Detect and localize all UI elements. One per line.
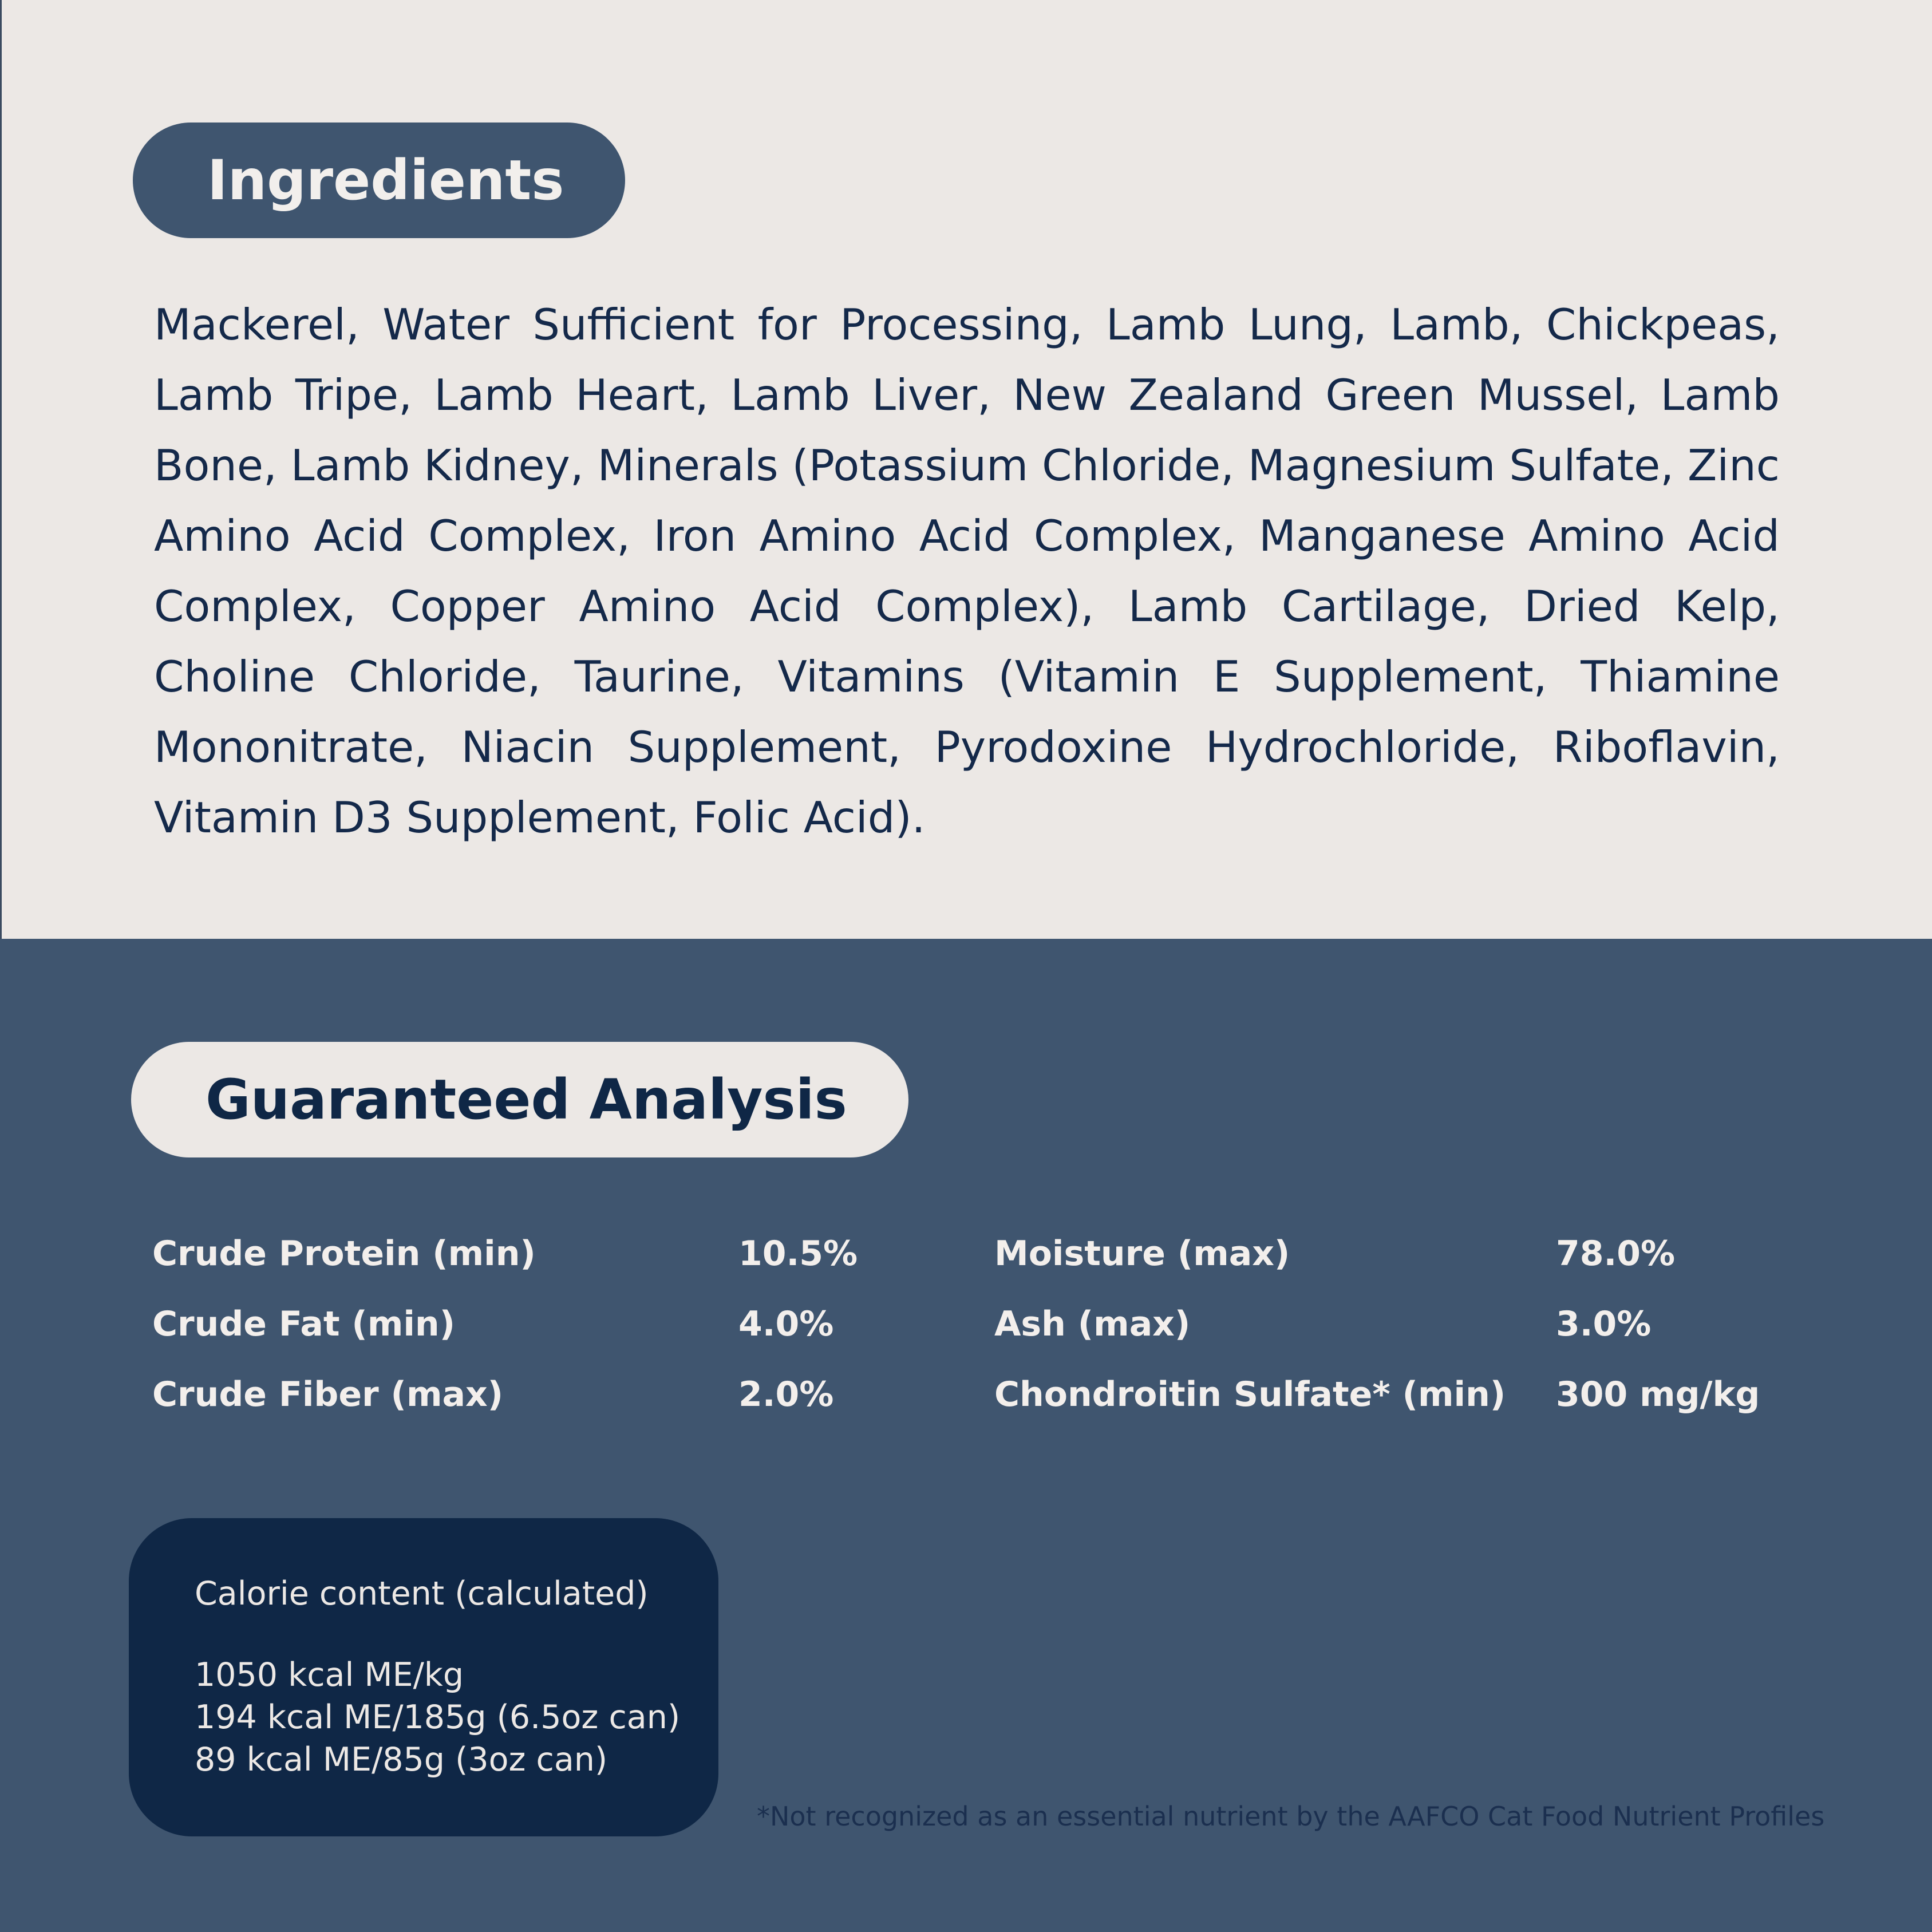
calorie-content-title: Calorie content (calculated) [195, 1575, 649, 1613]
ingredients-list-text: Mackerel, Water Sufficient for Processing, Lamb Lung, Lamb, Chickpeas, Lamb Tripe, Lamb Heart, Lamb Liver, New Zealand Green Mussel, Lamb Bone, Lamb Kidney, Minerals (Potassium Chloride, Magnesium Sulfate, Zinc Amino Acid Complex, Iron Amino Acid Complex, Manganese Amino Acid Complex, Copper Amino Acid Complex), Lamb Cartilage, Dried Kelp, Choline Chloride, Taurine, Vitamins (Vitamin E Supplement, Thiamine Mononitrate, Niacin Supplement, Pyrodoxine Hydrochloride, Riboflavin, Vitamin D3 Supplement, Folic Acid). [154, 299, 1780, 843]
calorie-line: 89 kcal ME/85g (3oz can) [195, 1741, 608, 1779]
footnote: *Not recognized as an essential nutrient by the AAFCO Cat Food Nutrient Profiles [757, 1801, 1825, 1832]
ingredients-heading: Ingredients [133, 123, 625, 238]
analysis-label: Moisture (max) [994, 1234, 1290, 1274]
analysis-value: 2.0% [738, 1374, 834, 1415]
analysis-value: 3.0% [1556, 1304, 1652, 1344]
analysis-value: 10.5% [738, 1234, 858, 1274]
guaranteed-analysis-heading: Guaranteed Analysis [131, 1042, 908, 1157]
calorie-content-list [195, 1654, 680, 1781]
calorie-line: 1050 kcal ME/kg [195, 1656, 464, 1694]
analysis-label: Crude Fiber (max) [152, 1374, 504, 1415]
analysis-value: 78.0% [1556, 1234, 1676, 1274]
analysis-value: 300 mg/kg [1556, 1374, 1760, 1415]
analysis-label: Crude Fat (min) [152, 1304, 456, 1344]
analysis-value: 4.0% [738, 1304, 834, 1344]
calorie-line: 194 kcal ME/185g (6.5oz can) [195, 1698, 681, 1736]
analysis-label: Ash (max) [994, 1304, 1191, 1344]
analysis-label: Chondroitin Sulfate* (min) [994, 1374, 1506, 1415]
analysis-label: Crude Protein (min) [152, 1234, 536, 1274]
calorie-content-box [129, 1518, 718, 1836]
ingredients-section [0, 0, 1932, 939]
